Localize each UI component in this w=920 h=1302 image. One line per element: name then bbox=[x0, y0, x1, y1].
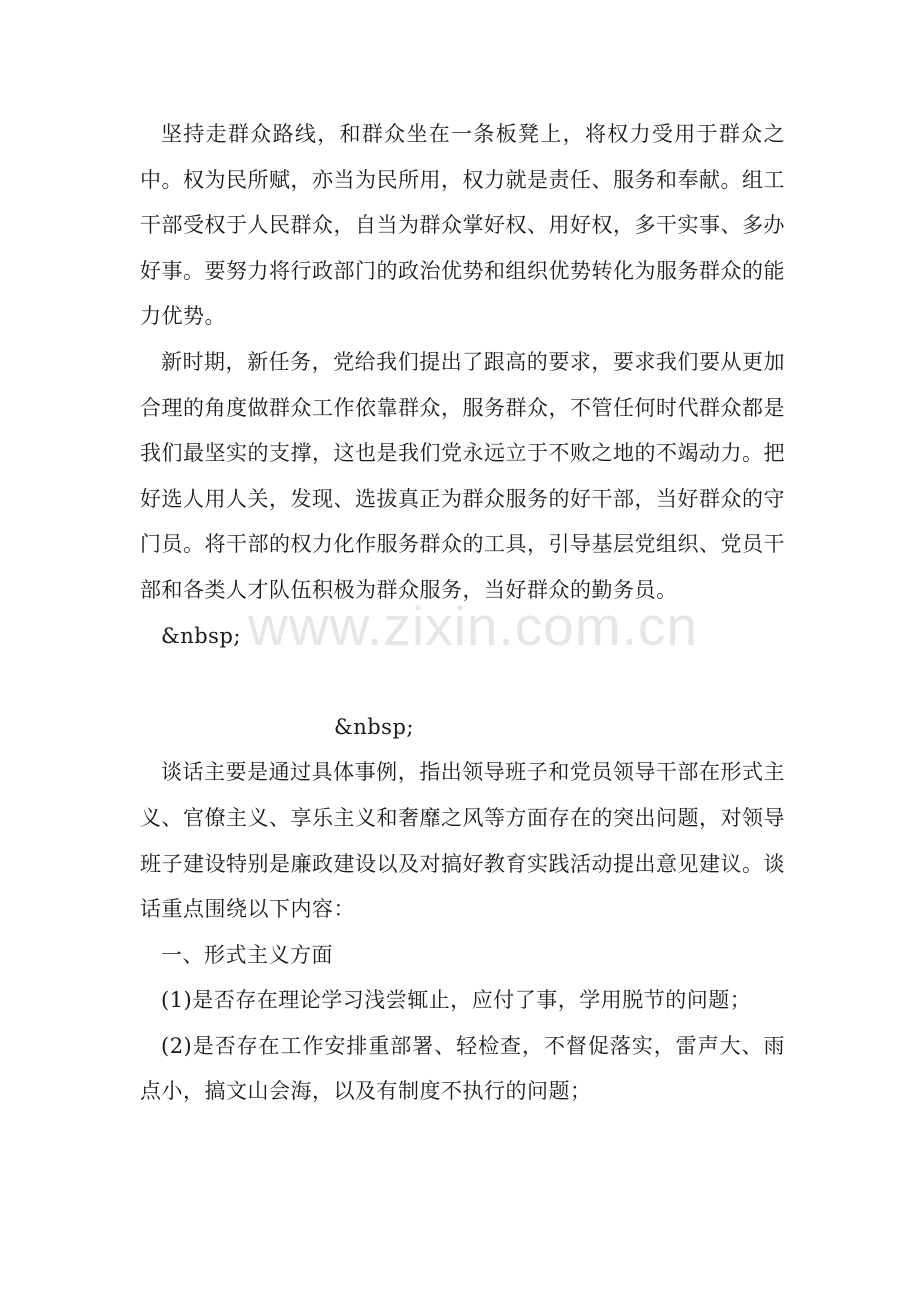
watermark: www.zixin.com.cn bbox=[248, 595, 698, 657]
paragraph-nbsp-2: &nbsp; bbox=[334, 714, 414, 739]
paragraph-talk-intro: 谈话主要是通过具体事例，指出领导班子和党员领导干部在形式主义、官僚主义、享乐主义和奢靡之风等方面存在的突出问题，对领导班子建设特别是廉政建设以及对搞好教育实践活动提出意见建议。谈话重点围绕以下内容： bbox=[140, 760, 785, 922]
list-item-1: (1)是否存在理论学习浅尝辄止，应付了事，学用脱节的问题； bbox=[161, 988, 752, 1013]
list-item-2: (2)是否存在工作安排重部署、轻检查，不督促落实，雷声大、雨点小，搞文山会海，以及有制度不执行的问题； bbox=[140, 1033, 785, 1104]
paragraph-mass-line: 坚持走群众路线，和群众坐在一条板凳上，将权力受用于群众之中。权为民所赋，亦当为民所用，权力就是责任、服务和奉献。组工干部受权于人民群众，自当为群众掌好权、用好权，多干实事、多办好事。要努力将行政部门的政治优势和组织优势转化为服务群众的能力优势。 bbox=[140, 122, 785, 329]
section-heading-formalism: 一、形式主义方面 bbox=[161, 942, 333, 967]
paragraph-nbsp-1: &nbsp; bbox=[161, 623, 241, 648]
paragraph-new-era: 新时期，新任务，党给我们提出了跟高的要求，要求我们要从更加合理的角度做群众工作依靠群众，服务群众，不管任何时代群众都是我们最坚实的支撑，这也是我们党永远立于不败之地的不竭动力。把好选人用人关，发现、选拔真正为群众服务的好干部，当好群众的守门员。将干部的权力化作服务群众的工具，引导基层党组织、党员干部和各类人才队伍积极为群众服务，当好群众的勤务员。 bbox=[140, 349, 785, 602]
blank-line bbox=[140, 659, 785, 705]
document-body bbox=[140, 112, 785, 1115]
